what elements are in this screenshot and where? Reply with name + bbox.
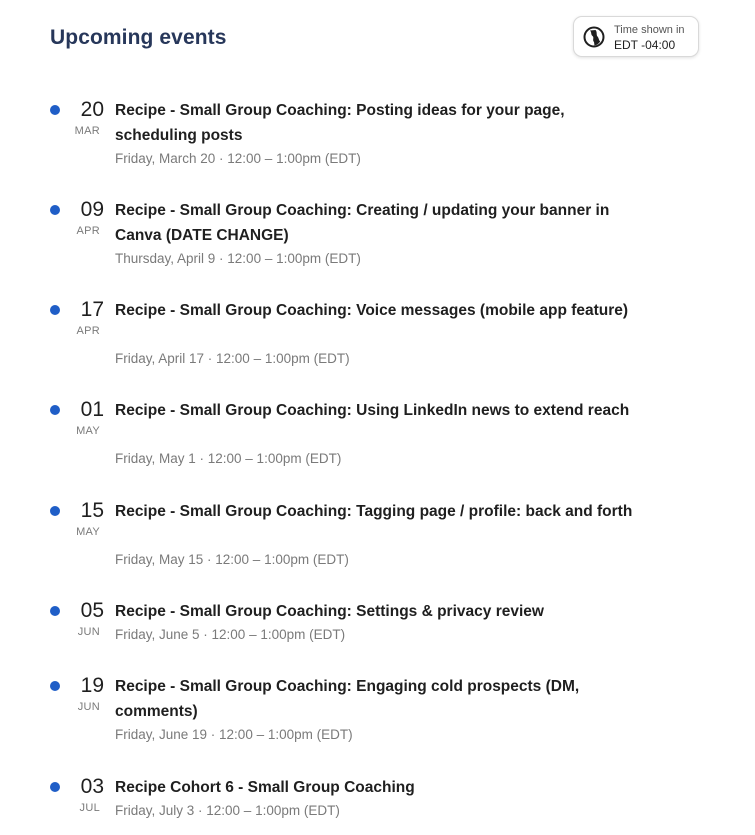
- event-title[interactable]: Recipe Cohort 6 - Small Group Coaching: [115, 779, 415, 796]
- event-day: 09: [80, 198, 104, 221]
- event-month: JUN: [77, 701, 100, 713]
- event-day: 05: [80, 599, 104, 622]
- event-item[interactable]: [0, 298, 755, 373]
- event-title[interactable]: Recipe - Small Group Coaching: Settings & privacy review: [115, 603, 544, 620]
- event-item[interactable]: [0, 198, 755, 273]
- event-item[interactable]: [0, 499, 755, 574]
- timezone-label: Time shown in: [614, 24, 685, 36]
- event-dot: [50, 506, 60, 516]
- event-month: JUN: [77, 626, 100, 638]
- event-day: 15: [80, 499, 104, 522]
- event-day: 17: [80, 298, 104, 321]
- event-dot: [50, 782, 60, 792]
- event-day: 19: [80, 674, 104, 697]
- event-month: MAY: [76, 425, 100, 437]
- event-month: MAY: [76, 526, 100, 538]
- event-month: APR: [76, 325, 100, 337]
- event-day: 01: [80, 398, 104, 421]
- event-time: Friday, June 5 · 12:00 – 1:00pm (EDT): [115, 627, 346, 642]
- event-title[interactable]: Recipe - Small Group Coaching: Creating / updating your banner in Canva (DATE CHANGE): [115, 202, 610, 244]
- event-dot: [50, 405, 60, 415]
- timezone-badge[interactable]: [573, 16, 699, 57]
- event-item[interactable]: [0, 599, 755, 649]
- event-time: Friday, April 17 · 12:00 – 1:00pm (EDT): [115, 351, 350, 366]
- event-time: Friday, May 1 · 12:00 – 1:00pm (EDT): [115, 451, 342, 466]
- event-time: Friday, May 15 · 12:00 – 1:00pm (EDT): [115, 552, 349, 567]
- event-dot: [50, 205, 60, 215]
- event-time: Thursday, April 9 · 12:00 – 1:00pm (EDT): [115, 251, 361, 266]
- event-month: JUL: [79, 802, 100, 814]
- event-day: 20: [80, 98, 104, 121]
- event-time: Friday, June 19 · 12:00 – 1:00pm (EDT): [115, 727, 353, 742]
- event-title[interactable]: Recipe - Small Group Coaching: Engaging cold prospects (DM, comments): [115, 678, 580, 720]
- event-dot: [50, 681, 60, 691]
- event-dot: [50, 606, 60, 616]
- event-dot: [50, 305, 60, 315]
- event-month: MAR: [74, 125, 100, 137]
- event-title[interactable]: Recipe - Small Group Coaching: Posting ideas for your page, scheduling posts: [115, 102, 565, 144]
- events-header: [0, 0, 755, 80]
- event-dot: [50, 105, 60, 115]
- event-time: Friday, March 20 · 12:00 – 1:00pm (EDT): [115, 151, 361, 166]
- event-title[interactable]: Recipe - Small Group Coaching: Voice messages (mobile app feature): [115, 302, 629, 319]
- event-day: 03: [80, 775, 104, 798]
- event-item[interactable]: [0, 98, 755, 173]
- event-title[interactable]: Recipe - Small Group Coaching: Tagging page / profile: back and forth: [115, 503, 633, 520]
- event-title[interactable]: Recipe - Small Group Coaching: Using LinkedIn news to extend reach: [115, 402, 630, 419]
- event-item[interactable]: [0, 398, 755, 473]
- globe-icon: [583, 26, 605, 48]
- page-title: Upcoming events: [50, 26, 227, 49]
- event-item[interactable]: [0, 674, 755, 749]
- event-month: APR: [76, 225, 100, 237]
- event-item[interactable]: [0, 775, 755, 825]
- event-time: Friday, July 3 · 12:00 – 1:00pm (EDT): [115, 803, 340, 818]
- timezone-value: EDT -04:00: [614, 38, 676, 52]
